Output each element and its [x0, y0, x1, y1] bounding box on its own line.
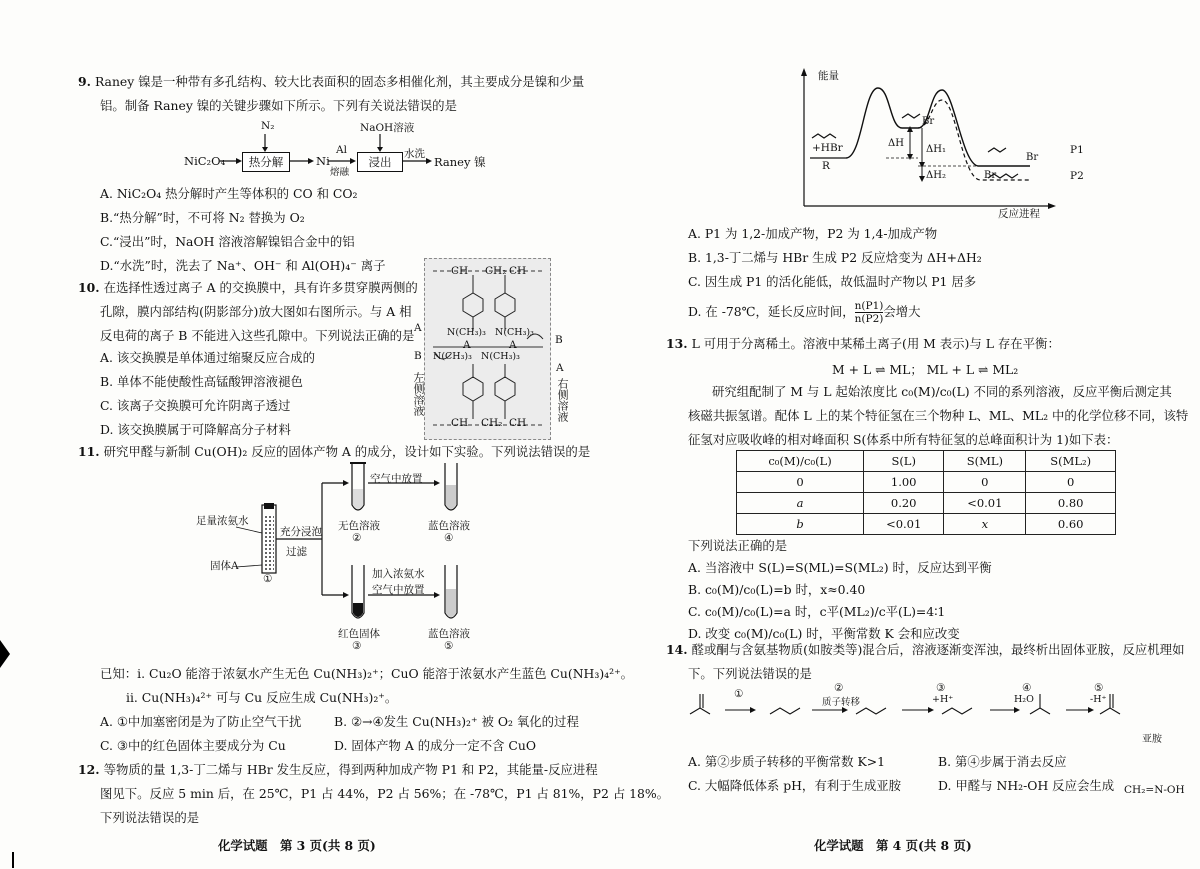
q10-stem-line2: 孔隙，膜内部结构(阴影部分)放大图如右图所示。与 A 相	[100, 304, 412, 319]
q14-option-a[interactable]: A. 第②步质子转移的平衡常数 K>1	[688, 754, 885, 769]
q9-stem-line2: 铝。制备 Raney 镍的关键步骤如下所示。下列有关说法错误的是	[100, 98, 457, 113]
q14-step-4: ④	[1022, 682, 1032, 694]
q13-stem-line1	[666, 332, 1060, 356]
q10-ch-bottom-left: CH	[451, 417, 469, 429]
q13-stem-line2: 研究组配制了 M 与 L 起始浓度比 c₀(M)/c₀(L) 不同的系列溶液，反应平衡后测定其	[712, 384, 1172, 399]
q9-number: 9.	[78, 74, 91, 89]
footer-page-3: 化学试题 第 3 页(共 8 页)	[218, 838, 376, 853]
q9-flow-arrows	[0, 0, 600, 200]
q14-step-4-label: H₂O	[1014, 694, 1034, 705]
q12-option-a[interactable]: A. P1 为 1,2-加成产物，P2 为 1,4-加成产物	[688, 226, 938, 241]
table-cell: 1.00	[864, 472, 944, 493]
page-4	[600, 0, 1200, 869]
q12-br-intermediate: Br	[922, 116, 935, 127]
table-cell: 0	[1026, 472, 1116, 493]
q14-step-3-label: +H⁺	[932, 694, 954, 705]
q11-tube-5: ⑤	[444, 640, 454, 652]
q14-oxime-structure: CH₂=N-OH	[1124, 784, 1185, 796]
q12-dh1-label: ΔH₁	[926, 144, 946, 155]
q12-ratio-fraction	[855, 300, 884, 325]
q14-step-2: ②	[834, 682, 844, 694]
q13-option-d[interactable]: D. 改变 c₀(M)/c₀(L) 时，平衡常数 K 会和应改变	[688, 626, 960, 641]
q13-number: 13.	[666, 336, 688, 351]
table-cell: <0.01	[864, 514, 944, 535]
q9-al: Al	[336, 144, 347, 156]
q10-stem-line3: 反电荷的离子 B 不能进入这些孔隙中。下列说法正确的是	[100, 328, 415, 343]
q9-option-b[interactable]: B.“热分解”时，不可将 N₂ 替换为 O₂	[100, 210, 305, 225]
q12-dh-label: ΔH	[888, 138, 904, 149]
q11-option-c[interactable]: C. ③中的红色固体主要成分为 Cu	[100, 738, 286, 753]
q11-filter-label: 过滤	[286, 546, 307, 558]
q9-option-c[interactable]: C.“浸出”时，NaOH 溶液溶解镍铝合金中的铝	[100, 234, 355, 249]
q13-header-sml2: S(ML₂)	[1026, 451, 1116, 472]
q10-polymer-structure	[425, 259, 550, 439]
q12-dh2-label: ΔH₂	[926, 170, 946, 181]
q10-ch2-bottom: CH₂	[481, 417, 503, 429]
table-cell: 0	[944, 472, 1026, 493]
q10-ion-a-right: A	[556, 362, 564, 374]
q9-option-d[interactable]: D.“水洗”时，洗去了 Na⁺、OH⁻ 和 Al(OH)₄⁻ 离子	[100, 258, 386, 273]
fold-marker-icon	[0, 640, 10, 668]
q10-ion-a-mid2: A	[509, 339, 517, 351]
q9-step-decompose: 热分解	[242, 152, 290, 172]
q12-stem-line1	[78, 758, 598, 782]
table-cell: 0.80	[1026, 493, 1116, 514]
q11-tube-1: ①	[263, 573, 273, 585]
cut-line	[12, 852, 14, 868]
q9-wash: 水洗	[404, 148, 425, 160]
table-row	[737, 472, 1116, 493]
q11-colorless-label: 无色溶液	[338, 520, 380, 532]
q11-solid-a-label: 固体A	[210, 560, 239, 572]
q10-left-solution: 左侧溶液	[412, 372, 425, 416]
table-row	[737, 493, 1116, 514]
q11-known-2: ii. Cu(NH₃)₄²⁺ 可与 Cu 反应生成 Cu(NH₃)₂⁺。	[126, 690, 398, 705]
q11-option-d[interactable]: D. 固体产物 A 的成分一定不含 CuO	[334, 738, 537, 753]
q10-option-d[interactable]: D. 该交换膜属于可降解高分子材料	[100, 422, 291, 437]
q12-r-label: R	[822, 160, 830, 172]
q10-ch2-top: CH₂	[485, 265, 507, 277]
q11-tube-3: ③	[352, 640, 362, 652]
q9-end: Raney 镍	[434, 155, 486, 169]
q12-y-label: 能量	[818, 70, 839, 82]
q11-add-nh3-label: 加入浓氨水	[372, 568, 425, 580]
q13-stem-line4: 征氢对应吸收峰的相对峰面积 S(体系中所有特征氢的总峰面积计为 1)如下表：	[688, 432, 1119, 447]
q11-option-a[interactable]: A. ①中加塞密闭是为了防止空气干扰	[100, 714, 302, 729]
table-cell: 0	[737, 472, 864, 493]
q9-start: NiC₂O₄	[184, 154, 226, 168]
q11-option-b[interactable]: B. ②→④发生 Cu(NH₃)₂⁺ 被 O₂ 氧化的过程	[334, 714, 579, 729]
q10-option-b[interactable]: B. 单体不能使酸性高锰酸钾溶液褪色	[100, 374, 303, 389]
q14-imine-label: 亚胺	[1142, 734, 1162, 745]
table-cell: 0.60	[1026, 514, 1116, 535]
q11-red-solid-label: 红色固体	[338, 628, 380, 640]
q11-blue-label-1: 蓝色溶液	[428, 520, 470, 532]
q12-option-b[interactable]: B. 1,3-丁二烯与 HBr 生成 P2 反应焓变为 ΔH+ΔH₂	[688, 250, 982, 265]
q9-step-leach: 浸出	[357, 152, 403, 172]
q9-option-a[interactable]: A. NiC₂O₄ 热分解时产生等体积的 CO 和 CO₂	[100, 186, 358, 201]
q10-option-c[interactable]: C. 该离子交换膜可允许阴离子透过	[100, 398, 291, 413]
q13-table-header	[737, 451, 1116, 472]
q10-nme3-right: N(CH₃)₃	[495, 327, 534, 338]
q10-membrane-figure	[424, 258, 551, 440]
q12-ratio-bottom: n(P2)	[854, 313, 884, 325]
q10-number: 10.	[78, 280, 100, 295]
q12-hbr-label: +HBr	[812, 142, 843, 154]
q14-step-1: ①	[734, 688, 744, 700]
q9-ni: Ni	[316, 154, 330, 168]
q10-nme3-lower-right: N(CH₃)₃	[481, 351, 520, 362]
q14-number: 14.	[666, 642, 688, 657]
q12-option-c[interactable]: C. 因生成 P1 的活化能低，故低温时产物以 P1 居多	[688, 274, 977, 289]
q11-ammonia-label: 足量浓氨水	[196, 515, 249, 527]
q13-stem-text1: L 可用于分离稀土。溶液中某稀土离子(用 M 表示)与 L 存在平衡：	[691, 336, 1060, 351]
q12-br-p2: Br	[984, 170, 997, 181]
q10-nme3-left: N(CH₃)₃	[447, 327, 486, 338]
q11-stem-text: 研究甲醛与新制 Cu(OH)₂ 反应的固体产物 A 的成分，设计如下实验。下列说法错误的是	[103, 444, 591, 459]
table-cell: a	[737, 493, 864, 514]
table-cell: b	[737, 514, 864, 535]
q10-right-solution: 右侧溶液	[556, 378, 569, 422]
q13-table	[736, 450, 1116, 535]
q14-option-d[interactable]: D. 甲醛与 NH₂-OH 反应会生成	[938, 778, 1115, 793]
q14-step-3: ③	[936, 682, 946, 694]
q12-stem-text1: 等物质的量 1,3-丁二烯与 HBr 发生反应，得到两种加成产物 P1 和 P2，其能量-反应进程	[103, 762, 598, 777]
table-row	[737, 514, 1116, 535]
q12-stem-line3: 下列说法错误的是	[100, 810, 200, 825]
q9-stem-text1: Raney 镍是一种带有多孔结构、较大比表面积的固态多相催化剂，其主要成分是镍和少量	[94, 74, 585, 89]
q12-ratio-top: n(P1)	[854, 300, 884, 312]
q13-header-sml: S(ML)	[944, 451, 1026, 472]
table-cell: <0.01	[944, 493, 1026, 514]
q13-option-a[interactable]: A. 当溶液中 S(L)=S(ML)=S(ML₂) 时，反应达到平衡	[688, 560, 992, 575]
q13-option-b[interactable]: B. c₀(M)/c₀(L)=b 时，x≈0.40	[688, 582, 866, 597]
q11-air-label-1: 空气中放置	[370, 473, 423, 485]
q14-stem-text1: 醛或酮与含氨基物质(如胺类等)混合后，溶液逐渐变浑浊，最终析出固体亚胺，反应机理如	[691, 642, 1185, 657]
q9-naoh-label: NaOH溶液	[360, 122, 415, 134]
q12-br-p1: Br	[1026, 152, 1039, 163]
q13-header-sl: S(L)	[864, 451, 944, 472]
q10-ch-top-left: CH	[451, 265, 469, 277]
q10-ion-a-mid: A	[463, 339, 471, 351]
q13-lead: 下列说法正确的是	[688, 538, 788, 553]
q12-p2-label: P2	[1070, 170, 1084, 182]
q10-ch-bottom-right: CH	[509, 417, 527, 429]
q13-equilibrium: M + L ⇌ ML； ML + L ⇌ ML₂	[832, 362, 1019, 377]
table-cell: x	[944, 514, 1026, 535]
q14-stem-line2: 下。下列说法错误的是	[688, 666, 812, 681]
q11-tube-2: ②	[352, 532, 362, 544]
q13-option-c[interactable]: C. c₀(M)/c₀(L)=a 时，c平(ML₂)/c平(L)=4∶1	[688, 604, 946, 619]
q13-header-ratio: c₀(M)/c₀(L)	[737, 451, 864, 472]
q14-option-b[interactable]: B. 第④步属于消去反应	[938, 754, 1067, 769]
q10-ch-top-right: CH	[509, 265, 527, 277]
q9-melt: 熔融	[330, 167, 350, 178]
q12-option-d[interactable]	[688, 300, 921, 325]
q12-x-label: 反应进程	[998, 208, 1040, 220]
q13-stem-line3: 核磁共振氢谱。配体 L 上的某个特征氢在三个物种 L、ML、ML₂ 中的化学位移不同，该特	[688, 408, 1189, 423]
q11-known-1: 已知：i. Cu₂O 能溶于浓氨水产生无色 Cu(NH₃)₂⁺；CuO 能溶于浓氨水产生蓝色 Cu(NH₃)₄²⁺。	[100, 666, 634, 681]
q10-ion-a-left: A	[414, 322, 422, 334]
q14-step-5: ⑤	[1094, 682, 1104, 694]
q12-option-d-prefix: D. 在 -78℃，延长反应时间，	[688, 304, 855, 319]
q14-mechanism	[680, 684, 1190, 744]
q11-air-label-2: 空气中放置	[372, 584, 425, 596]
q9-n2-label: N₂	[261, 120, 275, 132]
footer-page-4: 化学试题 第 4 页(共 8 页)	[814, 838, 972, 853]
q14-stem-line1	[666, 638, 1184, 662]
q12-option-d-suffix: 会增大	[883, 304, 921, 319]
q11-blue-label-2: 蓝色溶液	[428, 628, 470, 640]
q12-energy-diagram	[790, 66, 1060, 216]
q10-stem-line1	[78, 276, 418, 300]
q14-option-c[interactable]: C. 大幅降低体系 pH，有利于生成亚胺	[688, 778, 902, 793]
q12-number: 12.	[78, 762, 100, 777]
q14-step-2-label: 质子转移	[822, 697, 861, 708]
q14-step-5-label: -H⁺	[1090, 694, 1107, 705]
q11-soak-label: 充分浸泡	[280, 526, 322, 538]
q11-number: 11.	[78, 444, 100, 459]
q10-option-a[interactable]: A. 该交换膜是单体通过缩聚反应合成的	[100, 350, 316, 365]
q10-nme3-lower-left: N(CH₃)₃	[433, 351, 472, 362]
q11-tube-4: ④	[444, 532, 454, 544]
q10-ion-b-right: B	[555, 334, 563, 346]
q10-ion-b-left: B	[414, 350, 422, 362]
q12-stem-line2: 图见下。反应 5 min 后，在 25℃，P1 占 44%，P2 占 56%；在 -78℃，P1 占 81%，P2 占 18%。	[100, 786, 670, 801]
q10-stem-text1: 在选择性透过离子 A 的交换膜中，具有许多贯穿膜两侧的	[103, 280, 418, 295]
table-cell: 0.20	[864, 493, 944, 514]
q12-p1-label: P1	[1070, 144, 1084, 156]
